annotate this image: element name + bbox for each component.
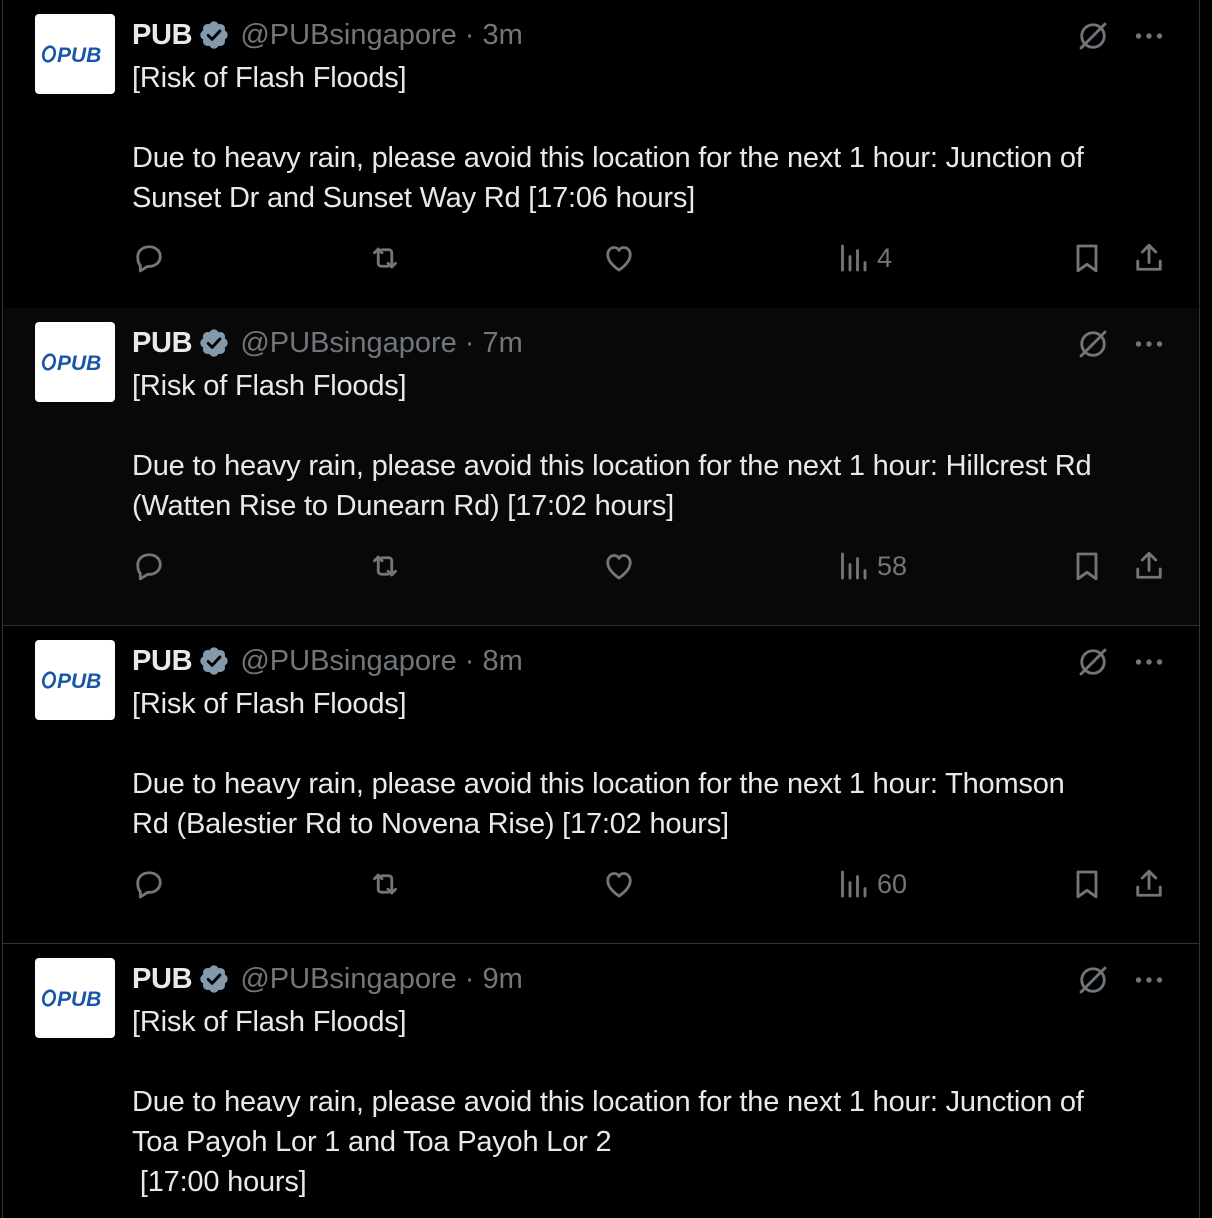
timestamp[interactable]: 9m bbox=[482, 962, 523, 995]
tweet-body-line: Sunset Dr and Sunset Way Rd [17:06 hours] bbox=[132, 182, 695, 214]
more-icon[interactable] bbox=[1131, 326, 1167, 362]
pub-logo-text: PUB bbox=[57, 44, 102, 67]
timeline bbox=[2, 0, 1200, 1218]
share-button[interactable] bbox=[1131, 866, 1167, 902]
pub-logo bbox=[39, 41, 111, 67]
avatar[interactable] bbox=[35, 958, 115, 1038]
tweet[interactable] bbox=[3, 0, 1199, 318]
repost-button[interactable] bbox=[367, 240, 403, 276]
repost-icon bbox=[367, 548, 403, 584]
reply-button[interactable] bbox=[131, 866, 167, 902]
author-handle[interactable]: @PUBsingapore bbox=[240, 644, 457, 677]
tweet-text bbox=[132, 366, 1182, 526]
views-count: 58 bbox=[877, 550, 908, 581]
bookmark-button[interactable] bbox=[1069, 240, 1105, 276]
like-icon bbox=[601, 548, 637, 584]
repost-button[interactable] bbox=[367, 548, 403, 584]
bookmark-button[interactable] bbox=[1069, 548, 1105, 584]
tweet-text bbox=[132, 684, 1182, 844]
pub-logo-text: PUB bbox=[57, 670, 102, 693]
tweet[interactable] bbox=[3, 308, 1199, 626]
grok-icon[interactable] bbox=[1075, 326, 1111, 362]
tweet-header bbox=[132, 640, 523, 682]
tweet-body-line: Toa Payoh Lor 1 and Toa Payoh Lor 2 bbox=[132, 1126, 612, 1158]
tweet-body-line: (Watten Rise to Dunearn Rd) [17:02 hours] bbox=[132, 490, 674, 522]
separator: · bbox=[464, 644, 475, 677]
views-count: 4 bbox=[877, 242, 893, 273]
share-button[interactable] bbox=[1131, 240, 1167, 276]
like-button[interactable] bbox=[601, 240, 637, 276]
bookmark-button[interactable] bbox=[1069, 866, 1105, 902]
more-icon[interactable] bbox=[1131, 962, 1167, 998]
verified-badge-icon bbox=[198, 19, 230, 51]
grok-icon[interactable] bbox=[1075, 18, 1111, 54]
pub-logo-text: PUB bbox=[57, 352, 102, 375]
tweet-header bbox=[132, 322, 523, 364]
views-icon bbox=[835, 240, 871, 276]
tweet-body-line: Due to heavy rain, please avoid this location for the next 1 hour: Hillcrest Rd bbox=[132, 450, 1092, 482]
like-icon bbox=[601, 240, 637, 276]
verified-badge-icon bbox=[198, 327, 230, 359]
tweet-body-line: Due to heavy rain, please avoid this location for the next 1 hour: Thomson bbox=[132, 768, 1065, 800]
like-icon bbox=[601, 866, 637, 902]
bookmark-icon bbox=[1069, 240, 1105, 276]
separator: · bbox=[464, 962, 475, 995]
pub-logo bbox=[39, 349, 111, 375]
views-button[interactable] bbox=[835, 548, 907, 584]
views-count: 60 bbox=[877, 868, 908, 899]
timestamp[interactable]: 7m bbox=[482, 326, 523, 359]
timestamp[interactable]: 3m bbox=[482, 18, 523, 51]
tweet-body-line: Rd (Balestier Rd to Novena Rise) [17:02 hours] bbox=[132, 808, 729, 840]
tweet-text bbox=[132, 58, 1182, 218]
author-name[interactable]: PUB bbox=[132, 18, 193, 51]
verified-badge-icon bbox=[198, 963, 230, 995]
tweet[interactable] bbox=[3, 626, 1199, 944]
separator: · bbox=[464, 18, 475, 51]
pub-logo bbox=[39, 667, 111, 693]
verified-badge-icon bbox=[198, 645, 230, 677]
views-icon bbox=[835, 866, 871, 902]
tweet-headline: [Risk of Flash Floods] bbox=[132, 1006, 407, 1038]
grok-icon[interactable] bbox=[1075, 644, 1111, 680]
repost-icon bbox=[367, 240, 403, 276]
action-bar bbox=[3, 858, 1199, 908]
reply-icon bbox=[131, 866, 167, 902]
share-icon bbox=[1131, 240, 1167, 276]
repost-button[interactable] bbox=[367, 866, 403, 902]
repost-icon bbox=[367, 866, 403, 902]
author-name[interactable]: PUB bbox=[132, 644, 193, 677]
tweet-header bbox=[132, 14, 523, 56]
avatar[interactable] bbox=[35, 322, 115, 402]
views-icon bbox=[835, 548, 871, 584]
share-button[interactable] bbox=[1131, 548, 1167, 584]
pub-logo-text: PUB bbox=[57, 988, 102, 1011]
tweet-body-line: Due to heavy rain, please avoid this location for the next 1 hour: Junction of bbox=[132, 142, 1084, 174]
bookmark-icon bbox=[1069, 548, 1105, 584]
reply-icon bbox=[131, 240, 167, 276]
tweet-text bbox=[132, 1002, 1182, 1202]
like-button[interactable] bbox=[601, 548, 637, 584]
tweet-header bbox=[132, 958, 523, 1000]
tweet-headline: [Risk of Flash Floods] bbox=[132, 62, 407, 94]
reply-button[interactable] bbox=[131, 548, 167, 584]
more-icon[interactable] bbox=[1131, 18, 1167, 54]
share-icon bbox=[1131, 548, 1167, 584]
action-bar bbox=[3, 540, 1199, 590]
reply-button[interactable] bbox=[131, 240, 167, 276]
tweet-body-line: Due to heavy rain, please avoid this location for the next 1 hour: Junction of bbox=[132, 1086, 1084, 1118]
author-handle[interactable]: @PUBsingapore bbox=[240, 326, 457, 359]
share-icon bbox=[1131, 866, 1167, 902]
views-button[interactable] bbox=[835, 240, 892, 276]
author-handle[interactable]: @PUBsingapore bbox=[240, 18, 457, 51]
tweet-headline: [Risk of Flash Floods] bbox=[132, 688, 407, 720]
action-bar bbox=[3, 232, 1199, 282]
author-name[interactable]: PUB bbox=[132, 962, 193, 995]
tweet-body-line: [17:00 hours] bbox=[132, 1166, 307, 1198]
reply-icon bbox=[131, 548, 167, 584]
views-button[interactable] bbox=[835, 866, 907, 902]
more-icon[interactable] bbox=[1131, 644, 1167, 680]
tweet-headline: [Risk of Flash Floods] bbox=[132, 370, 407, 402]
grok-icon[interactable] bbox=[1075, 962, 1111, 998]
pub-logo bbox=[39, 985, 111, 1011]
tweet[interactable] bbox=[3, 944, 1199, 1218]
bookmark-icon bbox=[1069, 866, 1105, 902]
separator: · bbox=[464, 326, 475, 359]
author-handle[interactable]: @PUBsingapore bbox=[240, 962, 457, 995]
avatar[interactable] bbox=[35, 640, 115, 720]
avatar[interactable] bbox=[35, 14, 115, 94]
like-button[interactable] bbox=[601, 866, 637, 902]
author-name[interactable]: PUB bbox=[132, 326, 193, 359]
timestamp[interactable]: 8m bbox=[482, 644, 523, 677]
